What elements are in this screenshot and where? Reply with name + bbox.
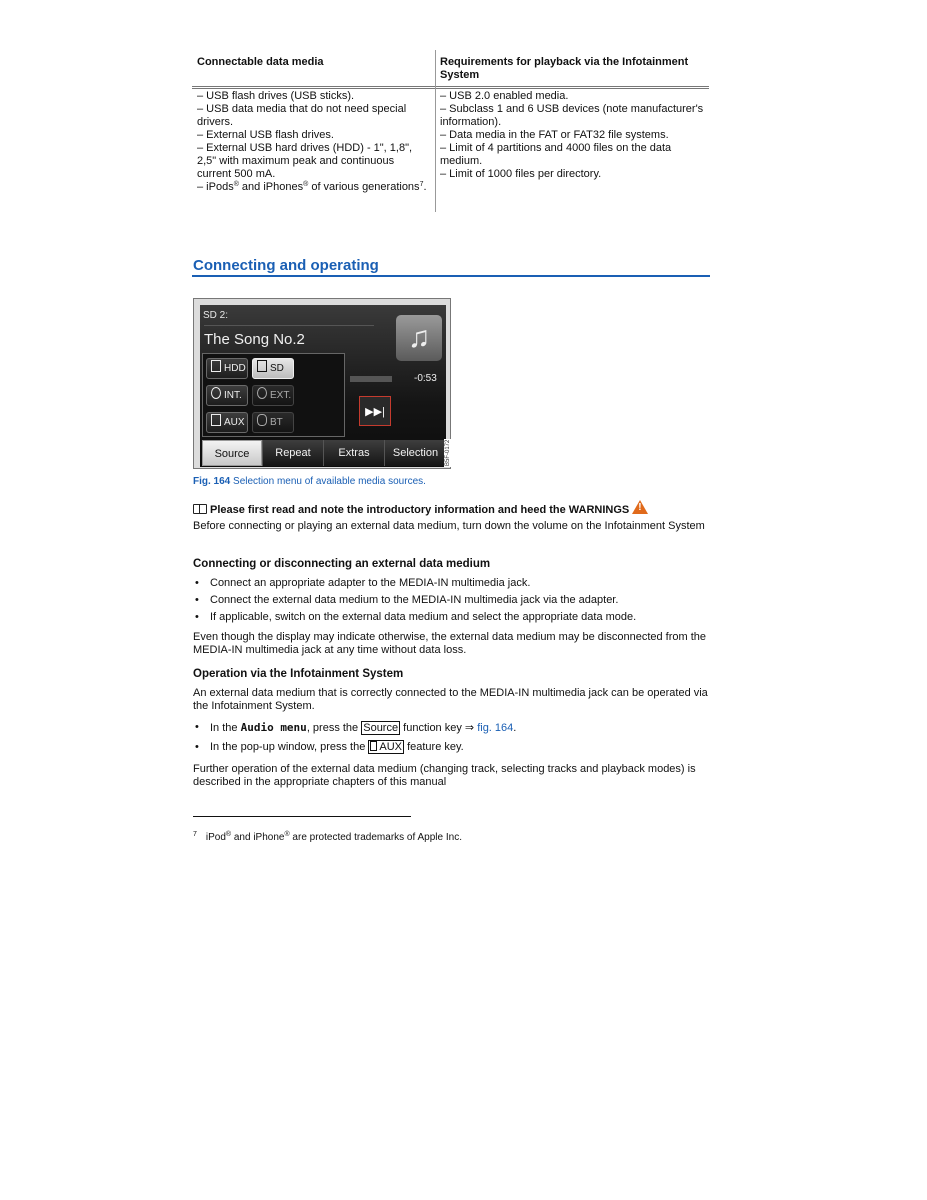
table-line: – Limit of 1000 files per directory. — [440, 168, 602, 180]
aux-key-label — [368, 740, 404, 754]
ext-label: EXT. — [270, 390, 292, 401]
table-line: – USB 2.0 enabled media. — [440, 90, 569, 102]
table-header-media: Connectable data media — [197, 56, 324, 68]
text-span: , press the — [306, 722, 362, 734]
music-note-icon: ♫ — [396, 315, 442, 361]
hdd-label: HDD — [224, 363, 246, 374]
figure-reference-link[interactable]: fig. 164 — [477, 722, 514, 734]
bullet: • — [195, 594, 199, 606]
notice-text: Please first read and note the introductory information and heed the WARNINGS — [210, 504, 630, 516]
remaining-time: -0:53 — [414, 373, 437, 384]
table-cell-requirements — [440, 90, 708, 181]
registered-mark: ® — [233, 181, 239, 188]
hdd-button[interactable] — [206, 358, 248, 379]
text-span: feature key. — [404, 741, 464, 753]
text-span: function key ⇒ — [400, 722, 478, 734]
list-item-text — [210, 741, 710, 754]
list-item-text: Connect an appropriate adapter to the MEDIA-IN multimedia jack. — [210, 577, 531, 589]
figure-number: Fig. 164 — [193, 476, 231, 487]
warning-symbol: ! — [638, 502, 642, 513]
table-line: – Subclass 1 and 6 USB devices (note manufacturer's information). — [440, 103, 704, 128]
screen-display — [200, 305, 446, 467]
sd-card-icon — [257, 360, 267, 372]
table-line: – USB data media that do not need special drivers. — [197, 103, 407, 128]
int-label: INT. — [224, 390, 242, 401]
hdd-icon — [211, 360, 221, 372]
text-span: In the — [210, 722, 241, 734]
closing-paragraph: Further operation of the external data medium (changing track, selecting tracks and playback modes) is described in the appropriate chapters of this manual — [193, 763, 696, 788]
aux-button[interactable] — [206, 412, 248, 433]
media-requirements-table — [192, 50, 709, 212]
media-source-popup — [202, 353, 345, 437]
generations-text: of various generations — [308, 181, 420, 193]
list-item-text — [210, 721, 710, 735]
footnote-ref[interactable]: 7 — [419, 181, 424, 188]
iphone-text: and iPhones — [238, 181, 304, 193]
table-line-ipod — [197, 181, 429, 194]
table-header-rule — [192, 88, 709, 89]
book-icon — [193, 504, 207, 514]
section-rule — [192, 275, 710, 277]
registered-mark: ® — [225, 831, 232, 838]
table-column-divider — [435, 50, 436, 212]
registered-mark: ® — [284, 831, 290, 838]
source-label: SD 2: — [203, 310, 229, 321]
footnote — [193, 828, 462, 844]
source-key-label: Source — [363, 722, 399, 734]
infotainment-screen-figure — [193, 298, 451, 469]
text-span: In the pop-up window, press the — [210, 741, 369, 753]
table-header-requirements: Requirements for playback via the Infotainment System — [440, 56, 689, 81]
ipod-text: – iPods — [197, 181, 234, 193]
function-key-bar — [202, 440, 446, 466]
subheading-operation: Operation via the Infotainment System — [193, 668, 404, 680]
table-line: – Data media in the FAT or FAT32 file systems. — [440, 129, 669, 141]
bullet: • — [195, 721, 199, 733]
intro-paragraph: Before connecting or playing an external data medium, turn down the volume on the Infotainment System — [193, 520, 705, 532]
screen-divider — [204, 325, 374, 326]
text-span: . — [513, 722, 517, 734]
section-title: Connecting and operating — [193, 257, 379, 274]
aux-key-text: AUX — [379, 741, 403, 753]
tab-source[interactable]: Source — [202, 440, 262, 466]
period: . — [423, 181, 427, 193]
skip-forward-icon[interactable]: ▶▶| — [359, 396, 391, 426]
bluetooth-icon — [257, 414, 267, 426]
bullet: • — [195, 741, 199, 753]
table-line: – External USB hard drives (HDD) - 1", 1,8", 2,5" with maximum peak and continuous current 500 mA. — [197, 142, 413, 180]
aux-label: AUX — [224, 417, 245, 428]
table-line: – USB flash drives (USB sticks). — [197, 90, 355, 102]
int-button[interactable] — [206, 385, 248, 406]
aux-icon — [211, 414, 221, 426]
disconnect-note: Even though the display may indicate otherwise, the external data medium may be disconnected from the MEDIA-IN multimedia jack at any time without data loss. — [193, 631, 707, 656]
figure-id: B5F-0172 — [445, 439, 451, 467]
table-header-rule — [192, 86, 709, 87]
aux-icon — [370, 741, 377, 751]
audio-menu-label: Audio menu — [240, 721, 307, 734]
list-item-text: Connect the external data medium to the MEDIA-IN multimedia jack via the adapter. — [210, 594, 619, 606]
external-icon — [257, 387, 267, 399]
tab-extras[interactable]: Extras — [323, 440, 384, 466]
footnote-number: 7 — [193, 831, 197, 838]
subheading-connecting: Connecting or disconnecting an external data medium — [193, 558, 491, 570]
song-title: The Song No.2 — [204, 331, 305, 348]
operation-paragraph: An external data medium that is correctly connected to the MEDIA-IN multimedia jack can be operated via the Infotainment System. — [193, 687, 708, 712]
table-line: – External USB flash drives. — [197, 129, 334, 141]
ext-button[interactable] — [252, 385, 294, 406]
tab-selection[interactable]: Selection — [384, 440, 446, 466]
progress-bar — [350, 376, 392, 382]
table-line: – Limit of 4 partitions and 4000 files on the data medium. — [440, 142, 672, 167]
sd-button[interactable] — [252, 358, 294, 379]
bullet: • — [195, 611, 199, 623]
registered-mark: ® — [303, 181, 309, 188]
text-span: iPod — [205, 832, 226, 843]
internal-memory-icon — [211, 387, 221, 399]
text-span: and iPhone — [231, 832, 285, 843]
table-cell-media — [197, 90, 429, 194]
warning-icon[interactable] — [632, 500, 648, 514]
bullet: • — [195, 577, 199, 589]
footnote-rule — [193, 816, 411, 817]
sd-label: SD — [270, 363, 284, 374]
bt-button[interactable] — [252, 412, 294, 433]
text-span: are protected trademarks of Apple Inc. — [289, 832, 462, 843]
figure-caption-text: Selection menu of available media sources. — [230, 476, 426, 487]
tab-repeat[interactable]: Repeat — [262, 440, 323, 466]
list-item-text: If applicable, switch on the external data medium and select the appropriate data mode. — [210, 611, 637, 623]
figure-caption — [193, 475, 426, 488]
notice-line — [193, 500, 648, 517]
bt-label: BT — [270, 417, 283, 428]
